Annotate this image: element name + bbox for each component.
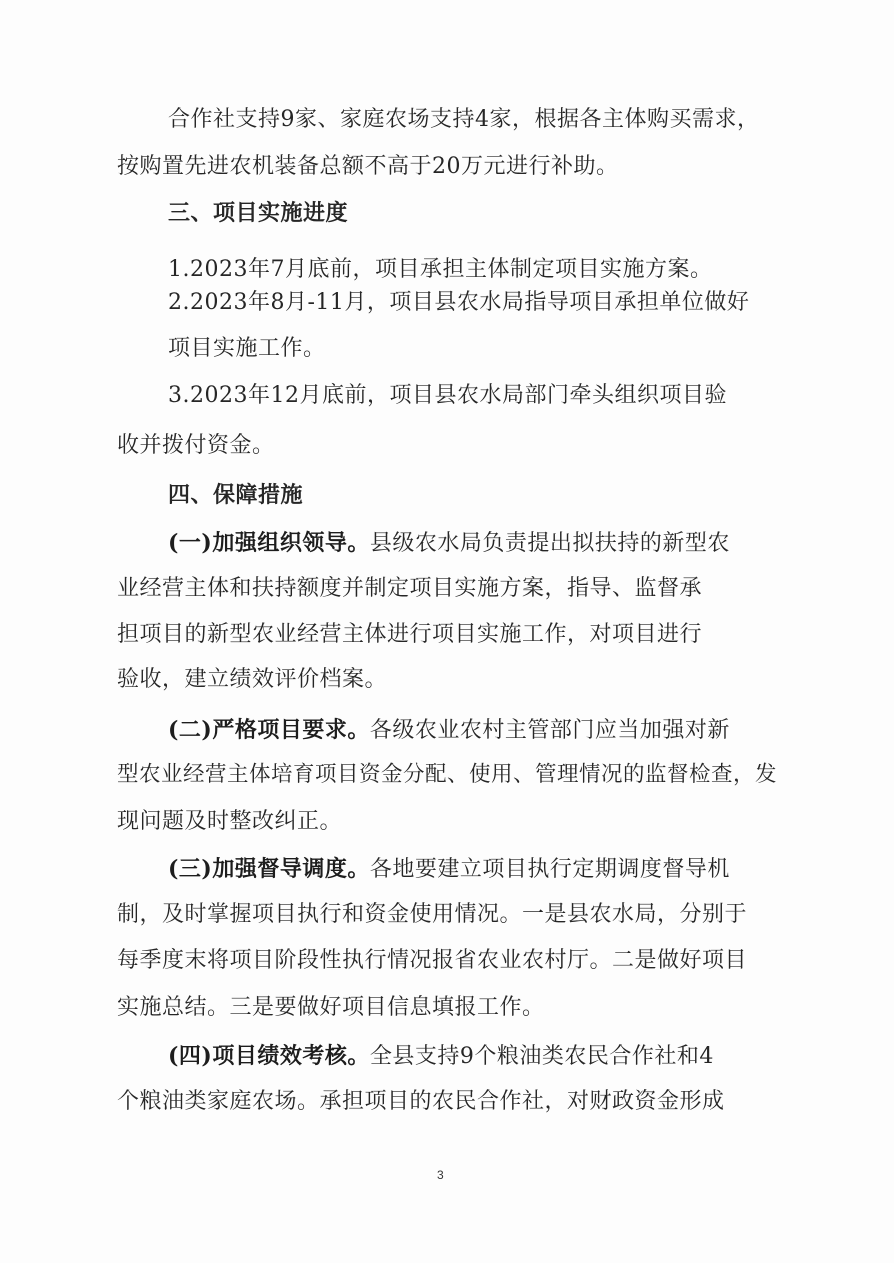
body-line: 个粮油类家庭农场。承担项目的农民合作社，对财政资金形成	[117, 1089, 725, 1114]
body-line: 业经营主体和扶持额度并制定项目实施方案，指导、监督承	[117, 576, 703, 601]
body-line: 现问题及时整改纠正。	[117, 809, 343, 834]
section-heading-progress: 三、项目实施进度	[168, 200, 349, 226]
measure-paragraph-3	[168, 854, 730, 885]
body-line: 1.2023年7月底前，项目承担主体制定项目实施方案。	[168, 257, 713, 282]
body-line: 按购置先进农机装备总额不高于20万元进行补助。	[117, 154, 619, 179]
page-number: 3	[437, 1168, 444, 1182]
body-text: 各地要建立项目执行定期调度督导机	[369, 857, 730, 882]
body-line: 担项目的新型农业经营主体进行项目实施工作，对项目进行	[117, 622, 703, 647]
body-line: 合作社支持9家、家庭农场支持4家，根据各主体购买需求，	[168, 107, 760, 132]
body-line: 每季度末将项目阶段性执行情况报省农业农村厅。二是做好项目	[117, 948, 748, 973]
measure-title: (一)加强组织领导。	[168, 530, 370, 556]
measure-paragraph-4	[168, 1041, 714, 1072]
body-line: 收并拨付资金。	[117, 433, 275, 458]
measure-title: (三)加强督导调度。	[168, 856, 370, 882]
body-line: 制，及时掌握项目执行和资金使用情况。一是县农水局，分别于	[117, 902, 748, 927]
body-line: 3.2023年12月底前，项目县农水局部门牵头组织项目验	[168, 383, 727, 408]
body-text: 县级农水局负责提出拟扶持的新型农	[369, 531, 730, 556]
measure-title: (二)严格项目要求。	[168, 717, 370, 743]
measure-paragraph-2	[168, 715, 730, 746]
body-line: 验收，建立绩效评价档案。	[117, 667, 388, 692]
measure-paragraph-1	[168, 528, 730, 559]
measure-title: (四)项目绩效考核。	[168, 1043, 370, 1069]
body-line: 实施总结。三是要做好项目信息填报工作。	[117, 995, 545, 1020]
body-line: 项目实施工作。	[168, 336, 326, 361]
body-line: 型农业经营主体培育项目资金分配、使用、管理情况的监督检查，发	[117, 762, 778, 787]
body-text: 全县支持9个粮油类农民合作社和4	[369, 1044, 714, 1069]
body-line: 2.2023年8月-11月，项目县农水局指导项目承担单位做好	[168, 290, 750, 315]
section-heading-measures: 四、保障措施	[168, 482, 304, 508]
body-text: 各级农业农村主管部门应当加强对新	[369, 718, 730, 743]
